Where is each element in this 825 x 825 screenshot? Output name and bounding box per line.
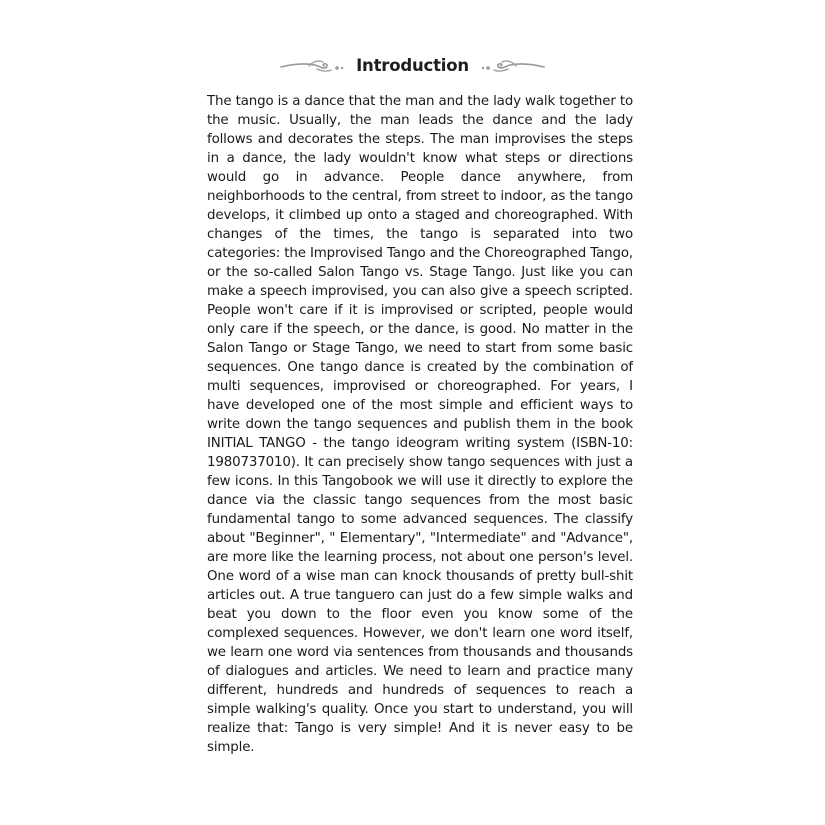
section-heading [0, 52, 825, 80]
flourish-left-icon [279, 57, 347, 75]
page-title: Introduction [356, 56, 469, 75]
intro-paragraph: The tango is a dance that the man and the lady walk together to the music. Usually, the man leads the dance and the lady follows and decorates the steps. The man improvises the steps in a dance, the lady wouldn't know what steps or directions would go in advance. People dance anywhere, from neighborhoods to the central, from street to indoor, as the tango develops, it climbed up onto a staged and choreographed. With changes of the times, the tango is separated into two categories: the Improvised Tango and the Choreographed Tango, or the so-called Salon Tango vs. Stage Tango. Just like you can make a speech improvised, you can also give a speech scripted. People won't care if it is improvised or scripted, people would only care if the speech, or the dance, is good. No matter in the Salon Tango or Stage Tango, we need to start from some basic sequences. One tango dance is created by the combination of multi sequences, improvised or choreographed. For years, I have developed one of the most simple and efficient ways to write down the tango sequences and publish them in the book INITIAL TANGO - the tango ideogram writing system (ISBN-10: 1980737010). It can precisely show tango sequences with just a few icons. In this Tangobook we will use it directly to explore the dance via the classic tango sequences from the most basic fundamental tango to some advanced sequences. The classify about "Beginner", " Elementary", "Intermediate" and "Advance", are more like the learning process, not about one person's level. One word of a wise man can knock thousands of pretty bull-shit articles out. A true tanguero can just do a few simple walks and beat you down to the floor even you know some of the complexed sequences. However, we don't learn one word itself, we learn one word via sentences from thousands and thousands of dialogues and articles. We need to learn and practice many different, hundreds and hundreds of sequences to reach a simple walking's quality. Once you start to understand, you will realize that: Tango is very simple! And it is never easy to be simple. [207, 94, 633, 755]
flourish-right-icon [478, 57, 546, 75]
